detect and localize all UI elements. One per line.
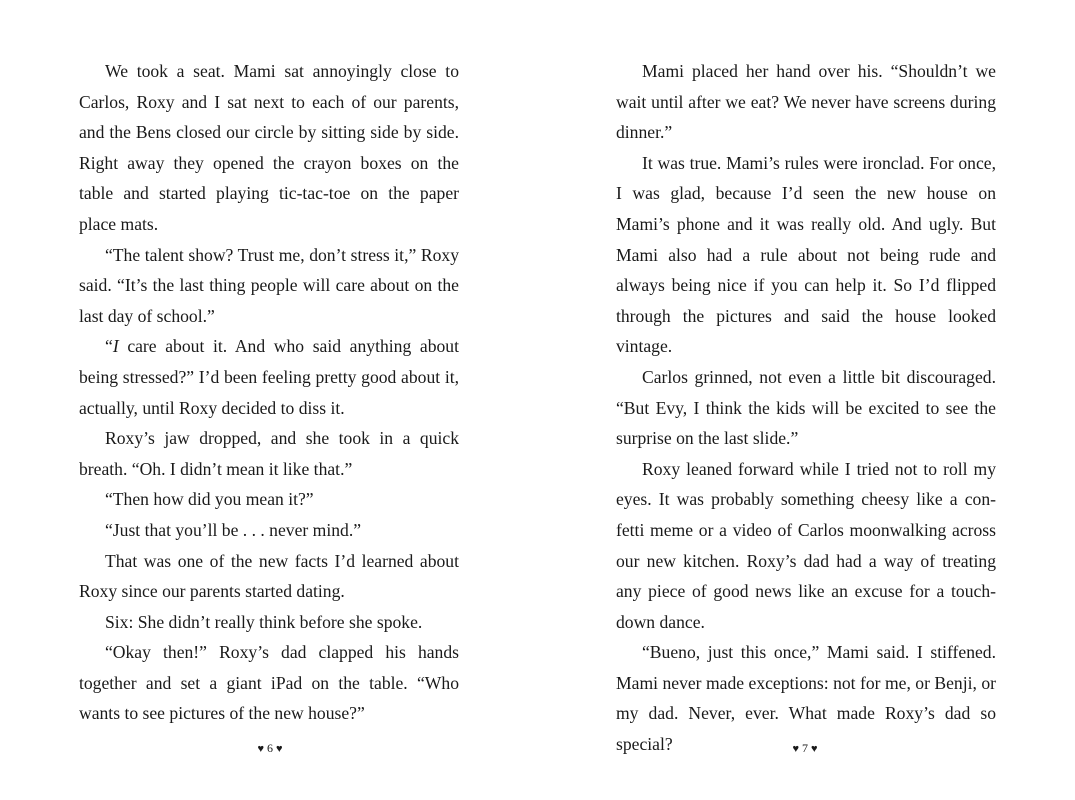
heart-icon: ♥ bbox=[276, 743, 283, 755]
paragraph bbox=[79, 331, 459, 423]
right-page bbox=[616, 56, 996, 760]
paragraph: Carlos grinned, not even a little bit discouraged. “But Evy, I think the kids will be excited to see the surprise on the last slide.” bbox=[616, 366, 996, 449]
paragraph: That was one of the new facts I’d learned about Roxy since our parents started dating. bbox=[79, 550, 459, 602]
paragraph: “Then how did you mean it?” bbox=[105, 489, 314, 510]
paragraph: “Just that you’ll be . . . never mind.” bbox=[105, 519, 362, 540]
paragraph: Roxy’s jaw dropped, and she took in a quick breath. “Oh. I didn’t mean it like that.” bbox=[79, 428, 459, 479]
paragraph: “Okay then!” Roxy’s dad clapped his hands together and set a giant iPad on the table. “Who wants to see pictures of the new house?” bbox=[79, 642, 459, 724]
paragraph: Six: She didn’t really think before she spoke. bbox=[105, 611, 423, 632]
right-page-folio bbox=[765, 738, 845, 759]
paragraph: “Bueno, just this once,” Mami said. I stiffened. Mami never made exceptions: not for me, or Benji, or my dad. Never, ever. What made Roxy’s dad so special? bbox=[616, 642, 996, 755]
left-page-folio bbox=[230, 738, 310, 759]
paragraph: It was true. Mami’s rules were ironclad. For once, I was glad, because I’d seen the new house on Mami’s phone and it was really old. And ugly. But Mami also had a rule about not being rude and always being nice if you can help it. So I’d flipped through the pictures and said the house looked vintage. bbox=[616, 152, 996, 357]
page-number: 6 bbox=[267, 741, 273, 755]
paragraph: “The talent show? Trust me, don’t stress it,” Roxy said. “It’s the last thing people will care about on the last day of school.” bbox=[79, 244, 459, 326]
paragraph: Mami placed her hand over his. “Shouldn’t we wait until after we eat? We never have screens during dinner.” bbox=[616, 61, 996, 143]
heart-icon: ♥ bbox=[257, 743, 264, 755]
heart-icon: ♥ bbox=[792, 743, 799, 755]
left-page bbox=[79, 56, 459, 729]
page-number: 7 bbox=[802, 741, 808, 755]
heart-icon: ♥ bbox=[811, 743, 818, 755]
paragraph: Roxy leaned forward while I tried not to roll my eyes. It was probably something cheesy like a confetti meme or a video of Carlos moonwalking across our new kitchen. Roxy’s dad had a way of treating any piece of good news like an excuse for a touchdown dance. bbox=[616, 458, 996, 632]
paragraph-open-quote: “ bbox=[105, 336, 113, 357]
paragraph: We took a seat. Mami sat annoyingly close to Carlos, Roxy and I sat next to each of our parents, and the Bens closed our circle by sitting side by side. Right away they opened the crayon boxes on the table and started playing tic-tac-toe on the paper place mats. bbox=[79, 61, 459, 234]
paragraph-emphasis: I bbox=[112, 336, 119, 357]
paragraph-text: care about it. And who said anything about being stressed?” I’d been feeling pretty good about it, actually, until Roxy decided to diss it. bbox=[79, 336, 459, 418]
